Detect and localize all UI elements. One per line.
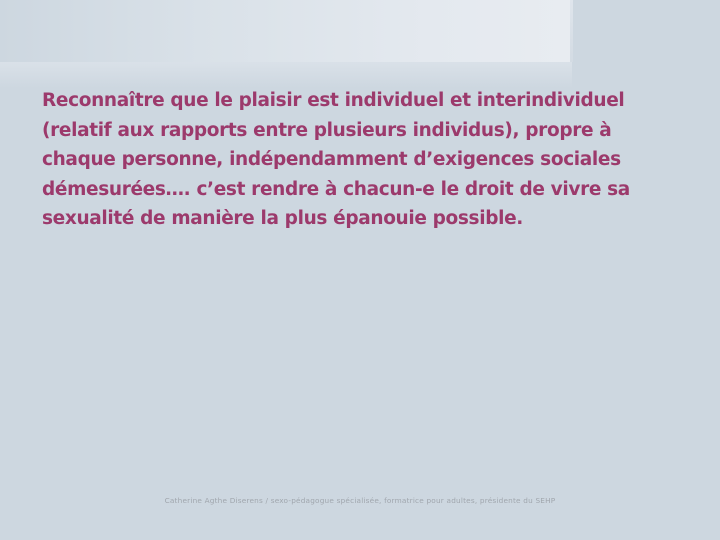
slide-body-text: Reconnaître que le plaisir est individuel et interindividuel (relatif aux rapports entre plusieurs individus), propre à chaque personne, indépendamment d’exigences sociales démesurées…. c’est rendre à chacun-e le droit de vivre sa sexualité de manière la plus épanouie possible. (42, 90, 630, 229)
slide-footer-credit: Catherine Agthe Diserens / sexo-pédagogue spécialisée, formatrice pour adultes, présidente du SEHP (164, 496, 556, 505)
highlight-edge (570, 0, 573, 62)
top-highlight-band (0, 0, 572, 62)
